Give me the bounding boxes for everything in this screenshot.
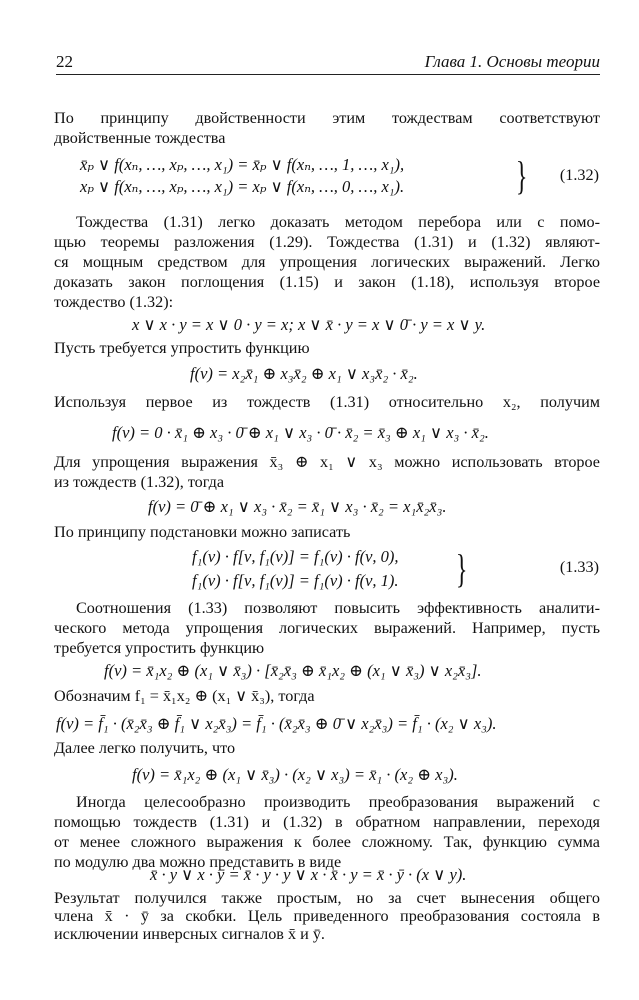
paragraph-line: члена x̄ · ȳ за скобки. Цель приведенного преобразования состояла в: [54, 907, 600, 925]
paragraph-line: ческого метода упрощения логических выражений. Например, пусть: [54, 619, 600, 637]
running-head: Глава 1. Основы теории: [424, 52, 600, 71]
paragraph-line: исключении инверсных сигналов x̄ и ȳ.: [54, 925, 325, 943]
equation-1-32-line-2: xₚ ∨ f(xₙ, …, xₚ, …, x₁) = xₚ ∨ f(xₙ, …, 0, …, x₁).: [80, 177, 405, 196]
equation-1-32-line-1: x̄ₚ ∨ f(xₙ, …, xₚ, …, x₁) = x̄ₚ ∨ f(xₙ, …, 1, …, x₁),: [80, 155, 405, 174]
paragraph-line: По принципу подстановки можно записать: [54, 523, 351, 541]
paragraph-line: Используя первое из тождеств (1.31) относительно x₂, получим: [54, 393, 600, 411]
right-brace: }: [455, 546, 468, 591]
equation-number: (1.33): [559, 558, 599, 576]
paragraph-line: тождество (1.32):: [54, 293, 174, 311]
paragraph-line: доказать закон поглощения (1.15) и закон (1.18), используя второе: [54, 273, 600, 291]
paragraph-line: щью теоремы разложения (1.29). Тождества (1.31) и (1.32) являют-: [54, 233, 600, 251]
page-header: [56, 52, 600, 75]
formula-f3: f(ν) = 0̄ ⊕ x₁ ∨ x₃ · x̄₂ = x̄₁ ∨ x₃ · x̄₂ = x₁x̄₂x̄₃.: [148, 497, 447, 516]
paragraph-line: Иногда целесообразно производить преобразования выражений с: [76, 793, 600, 811]
paragraph-line: Для упрощения выражения x̄₃ ⊕ x₁ ∨ x₃ можно использовать второе: [54, 453, 600, 471]
paragraph-line: Результат получился также простым, но за счет вынесения общего: [54, 889, 600, 907]
paragraph-line: от менее сложного выражения к более сложному. Так, функцию сумма: [54, 833, 600, 851]
paragraph-line: Соотношения (1.33) позволяют повысить эффективность аналити-: [76, 599, 600, 617]
paragraph-line: помощью тождеств (1.31) и (1.32) в обратном направлении, переходя: [54, 813, 600, 831]
formula-absorption: x ∨ x · y = x ∨ 0 · y = x; x ∨ x̄ · y = x ∨ 0̄ · y = x ∨ y.: [132, 315, 486, 334]
formula-f6: f(ν) = x̄₁x₂ ⊕ (x₁ ∨ x̄₃) · (x₂ ∨ x₃) = x̄₁ · (x₂ ⊕ x₃).: [132, 765, 458, 784]
paragraph-line: из тождеств (1.32), тогда: [54, 473, 225, 491]
formula-f7: x̄ · y ∨ x · ȳ = x̄ · y · y ∨ x · x̄ · y = x̄ · ȳ · (x ∨ y).: [150, 865, 467, 884]
paragraph-line: требуется упростить функцию: [54, 639, 265, 657]
paragraph-line: По принципу двойственности этим тождествам соответствуют: [54, 109, 600, 127]
page-number: 22: [56, 52, 73, 71]
formula-f1: f(ν) = x₂x̄₁ ⊕ x₃x̄₂ ⊕ x₁ ∨ x₃x̄₂ · x̄₂.: [190, 364, 418, 383]
equation-1-33-line-2: f₁(ν) · f[ν, f₁(ν)] = f₁(ν) · f(ν, 1).: [192, 571, 399, 590]
paragraph-line: Пусть требуется упростить функцию: [54, 339, 310, 357]
paragraph-line: Далее легко получить, что: [54, 739, 236, 757]
paragraph-line: Тождества (1.31) легко доказать методом перебора или с помо-: [76, 213, 600, 231]
formula-f4: f(ν) = x̄₁x₂ ⊕ (x₁ ∨ x̄₃) · [x̄₂x̄₃ ⊕ x̄₁x₂ ⊕ (x₁ ∨ x̄₃) ∨ x₂x̄₃].: [104, 661, 482, 680]
equation-1-33-line-1: f₁(ν) · f[ν, f₁(ν)] = f₁(ν) · f(ν, 0),: [192, 547, 399, 566]
paragraph-line: ся мощным средством для упрощения логических выражений. Легко: [54, 253, 600, 271]
formula-f5: f(ν) = f̄₁ · (x̄₂x̄₃ ⊕ f̄₁ ∨ x₂x̄₃) = f̄₁ · (x̄₂x̄₃ ⊕ 0̄ ∨ x₂x̄₃) = f̄₁ · (x₂ ∨ x₃).: [56, 714, 497, 733]
paragraph-line: Обозначим f₁ = x̄₁x₂ ⊕ (x₁ ∨ x̄₃), тогда: [54, 687, 315, 705]
formula-f2: f(ν) = 0 · x̄₁ ⊕ x₃ · 0̄ ⊕ x₁ ∨ x₃ · 0̄ · x̄₂ = x̄₃ ⊕ x₁ ∨ x₃ · x̄₂.: [112, 423, 489, 442]
paragraph-line: по модулю два можно представить в виде: [54, 853, 342, 871]
right-brace: }: [515, 153, 528, 198]
equation-number: (1.32): [559, 166, 599, 184]
paragraph-line: двойственные тождества: [54, 129, 226, 147]
